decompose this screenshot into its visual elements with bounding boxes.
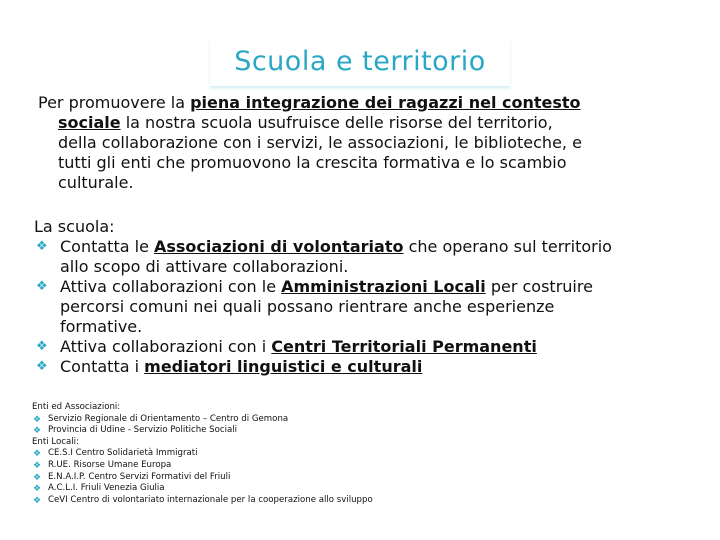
scuola-section [34,217,694,377]
list-item: ❖ Provincia di Udine - Servizio Politiche Sociali [33,425,238,437]
book-icon: ❖ [33,472,42,483]
bullet-4-text: Contatta i [60,357,145,376]
bullet-2-line-3: formative. [60,317,143,336]
intro-underline-2: sociale [58,113,121,132]
intro-text-1: Per promuovere la [38,93,191,112]
book-icon: ❖ [33,414,42,425]
bullet-2-post: per costruire [485,277,593,296]
book-icon: ❖ [36,239,48,254]
bullet-2-underline: Amministrazioni Locali [281,277,486,296]
book-icon: ❖ [33,484,42,495]
enti-heading-locali: Enti Locali: [32,436,79,447]
scuola-heading: La scuola: [34,217,115,236]
bullet-3-text: Attiva collaborazioni con i [60,337,272,356]
list-item: ❖ CE.S.I Centro Solidarietà Immigrati [33,448,198,460]
page-title: Scuola e territorio [234,46,486,77]
intro-line-3: della collaborazione con i servizi, le associazioni, le biblioteche, e [58,133,582,152]
enti-list [32,402,692,506]
bullet-item-1 [34,237,694,277]
bullet-2-line-2: percorsi comuni nei quali possano rientrare anche esperienze [60,297,555,316]
book-icon: ❖ [36,359,48,374]
book-icon: ❖ [33,495,42,506]
intro-paragraph [38,93,678,193]
intro-line-5: culturale. [58,173,134,192]
bullet-1-text: Contatta le [60,237,154,256]
bullet-item-4 [34,357,694,377]
list-item: ❖ A.C.L.I. Friuli Venezia Giulia [33,483,165,495]
book-icon: ❖ [33,460,42,471]
bullet-1-line-2: allo scopo di attivare collaborazioni. [60,257,349,276]
book-icon: ❖ [36,279,48,294]
intro-line-2 [38,113,678,133]
list-item: ❖ CeVI Centro di volontariato internazionale per la cooperazione allo sviluppo [33,494,373,506]
bullet-1-post: che operano sul territorio [403,237,612,256]
book-icon: ❖ [33,449,42,460]
bullet-item-2 [34,277,694,337]
intro-line-4: tutti gli enti che promuovono la crescita formativa e lo scambio [58,153,567,172]
intro-text-2: la nostra scuola usufruisce delle risorse del territorio, [120,113,553,132]
bullet-2-text: Attiva collaborazioni con le [60,277,282,296]
bullet-3-underline: Centri Territoriali Permanenti [271,337,537,356]
book-icon: ❖ [36,339,48,354]
bullet-item-3 [34,337,694,357]
list-item: ❖ R.UE. Risorse Umane Europa [33,459,172,471]
list-item: ❖ E.N.A.I.P. Centro Servizi Formativi del Friuli [33,471,231,483]
intro-underline-1: piena integrazione dei ragazzi nel contesto [190,93,581,112]
bullet-1-underline: Associazioni di volontariato [154,237,404,256]
book-icon: ❖ [33,426,42,437]
list-item: ❖ Servizio Regionale di Orientamento – Centro di Gemona [33,413,289,425]
title-box [210,40,510,86]
bullet-4-underline: mediatori linguistici e culturali [144,357,423,376]
enti-heading-associazioni: Enti ed Associazioni: [32,402,121,412]
